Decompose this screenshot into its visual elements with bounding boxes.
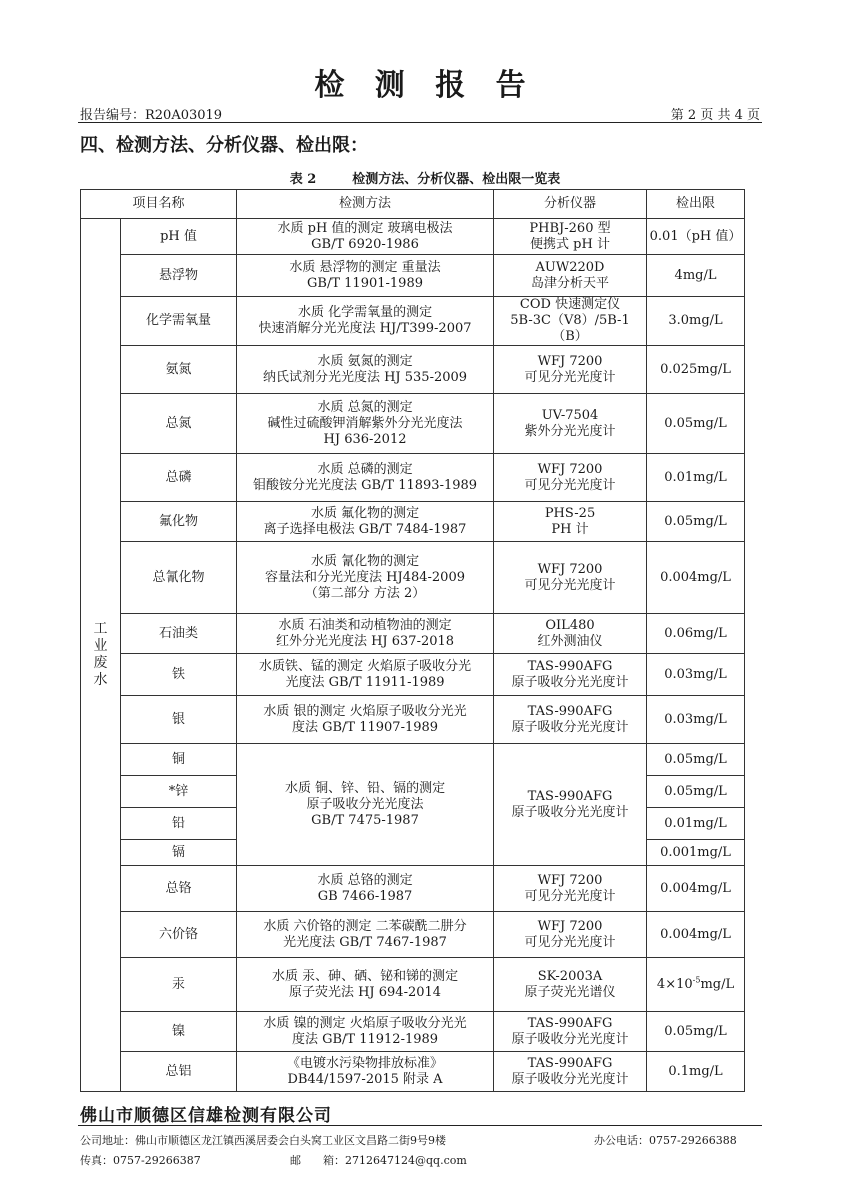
method-cell-line: GB/T 7475-1987 — [311, 812, 419, 828]
instrument-cell-line: 可见分光光度计 — [524, 888, 616, 904]
limit-cell: 0.01mg/L — [647, 454, 745, 502]
instrument-cell — [494, 394, 647, 454]
table-row — [81, 696, 745, 744]
table-row — [81, 394, 745, 454]
method-cell — [237, 502, 494, 542]
item-name: pH 值 — [121, 219, 237, 255]
limit-exponent: -5 — [692, 975, 701, 985]
limit-cell: 0.1mg/L — [647, 1052, 745, 1092]
report-meta — [80, 104, 760, 122]
limit-cell: 0.004mg/L — [647, 542, 745, 614]
instrument-cell-line: 原子吸收分光光度计 — [511, 804, 629, 820]
limit-cell: 0.03mg/L — [647, 654, 745, 696]
instrument-cell-line: WFJ 7200 — [537, 872, 603, 888]
table-caption — [0, 168, 850, 187]
method-cell-line: DB44/1597-2015 附录 A — [287, 1071, 443, 1087]
limit-cell: 0.001mg/L — [647, 840, 745, 866]
category-char: 水 — [93, 672, 108, 688]
method-cell-line: 光度法 GB/T 11911-1989 — [285, 674, 445, 690]
method-cell-line: 水质 铜、锌、铅、镉的测定 — [284, 780, 446, 796]
header-divider — [78, 122, 762, 123]
table-number: 表 2 — [289, 172, 317, 187]
method-cell — [237, 542, 494, 614]
method-cell-line: 钼酸铵分光光度法 GB/T 11893-1989 — [252, 477, 478, 493]
instrument-cell-line: TAS-990AFG — [527, 1015, 613, 1031]
item-name: 镍 — [121, 1012, 237, 1052]
instrument-cell-line: WFJ 7200 — [537, 561, 603, 577]
category-char: 废 — [93, 655, 108, 671]
page-indicator: 第 2 页 共 4 页 — [670, 108, 760, 123]
item-name: 汞 — [121, 958, 237, 1012]
method-cell — [237, 297, 494, 346]
instrument-cell-line: 原子荧光光谱仪 — [524, 984, 616, 1000]
method-cell-line: 原子荧光法 HJ 694-2014 — [288, 984, 442, 1000]
limit-cell: 0.06mg/L — [647, 614, 745, 654]
category-cell — [81, 219, 121, 1092]
table-row — [81, 346, 745, 394]
instrument-cell-line: UV-7504 — [541, 407, 599, 423]
method-cell — [237, 958, 494, 1012]
method-cell-line: 度法 GB/T 11912-1989 — [291, 1031, 439, 1047]
method-cell-line: 水质 氨氮的测定 — [317, 353, 413, 369]
method-cell-line: 水质铁、锰的测定 火焰原子吸收分光 — [258, 658, 472, 674]
category-char: 工 — [93, 621, 108, 637]
method-cell-line: 离子选择电极法 GB/T 7484-1987 — [263, 521, 467, 537]
category-char: 业 — [93, 638, 108, 654]
method-cell — [237, 255, 494, 297]
instrument-cell — [494, 454, 647, 502]
item-name: *锌 — [121, 776, 237, 808]
instrument-cell — [494, 958, 647, 1012]
item-name: 总磷 — [121, 454, 237, 502]
instrument-cell-line: 可见分光光度计 — [524, 477, 616, 493]
instrument-cell — [494, 654, 647, 696]
instrument-cell — [494, 346, 647, 394]
instrument-cell-line: TAS-990AFG — [527, 1055, 613, 1071]
method-cell — [237, 696, 494, 744]
report-title: 检 测 报 告 — [314, 68, 536, 103]
instrument-cell — [494, 255, 647, 297]
method-cell-line: GB/T 6920-1986 — [311, 236, 419, 252]
item-name: 六价铬 — [121, 912, 237, 958]
limit-cell: 0.025mg/L — [647, 346, 745, 394]
method-cell-line: 碱性过硫酸钾消解紫外分光光度法 — [267, 415, 463, 431]
instrument-cell-line: 可见分光光度计 — [524, 577, 616, 593]
table-row — [81, 542, 745, 614]
item-name: 氟化物 — [121, 502, 237, 542]
method-cell-line: 原子吸收分光光度法 — [306, 796, 424, 812]
method-cell-line: 《电镀水污染物排放标准》 — [287, 1055, 444, 1071]
item-name: 铅 — [121, 808, 237, 840]
limit-base: 4×10 — [656, 976, 693, 992]
header-item-name: 项目名称 — [81, 190, 237, 219]
table-row — [81, 219, 745, 255]
company-name: 佛山市顺德区信雄检测有限公司 — [80, 1106, 332, 1126]
instrument-cell-line: PHBJ-260 型 — [529, 220, 611, 236]
method-cell-line: HJ 636-2012 — [323, 431, 407, 447]
header-limit: 检出限 — [647, 190, 745, 219]
limit-unit: mg/L — [700, 976, 735, 992]
instrument-cell-line: PHS-25 — [544, 505, 596, 521]
instrument-cell — [494, 866, 647, 912]
method-cell-line: 水质 化学需氧量的测定 — [297, 305, 433, 320]
instrument-cell-line: 可见分光光度计 — [524, 369, 616, 385]
limit-cell: 0.05mg/L — [647, 394, 745, 454]
email-address: 邮 箱：2712647124@qq.com — [290, 1154, 467, 1167]
method-cell — [237, 346, 494, 394]
instrument-cell-line: AUW220D — [535, 259, 605, 275]
method-cell-line: 容量法和分光光度法 HJ484-2009 — [265, 569, 465, 585]
method-cell-line: 水质 总氮的测定 — [317, 399, 413, 415]
method-cell — [237, 454, 494, 502]
instrument-cell-line: 原子吸收分光光度计 — [511, 674, 629, 690]
method-cell — [237, 614, 494, 654]
item-name: 氨氮 — [121, 346, 237, 394]
item-name: 总铝 — [121, 1052, 237, 1092]
table-row — [81, 958, 745, 1012]
table-row — [81, 866, 745, 912]
table-row — [81, 1012, 745, 1052]
instrument-cell-line: 原子吸收分光光度计 — [511, 719, 629, 735]
method-cell-line: 度法 GB/T 11907-1989 — [291, 719, 439, 735]
instrument-cell-line: TAS-990AFG — [527, 703, 613, 719]
method-cell-line: 水质 汞、砷、硒、铋和锑的测定 — [271, 968, 459, 984]
instrument-cell — [494, 1012, 647, 1052]
header-instrument: 分析仪器 — [494, 190, 647, 219]
item-name: 石油类 — [121, 614, 237, 654]
method-cell — [237, 654, 494, 696]
method-cell — [237, 219, 494, 255]
item-name: 化学需氧量 — [121, 297, 237, 346]
method-cell-line: 水质 pH 值的测定 玻璃电极法 — [277, 220, 453, 236]
table-row — [81, 255, 745, 297]
method-cell-line: 水质 银的测定 火焰原子吸收分光光 — [263, 703, 467, 719]
method-cell — [237, 1052, 494, 1092]
limit-cell: 0.05mg/L — [647, 502, 745, 542]
method-cell-line: GB/T 11901-1989 — [307, 275, 423, 291]
table-row — [81, 912, 745, 958]
table-row — [81, 744, 745, 776]
method-cell-line: 水质 总磷的测定 — [317, 461, 413, 477]
instrument-cell-line: TAS-990AFG — [527, 788, 613, 804]
table-row — [81, 654, 745, 696]
instrument-cell — [494, 219, 647, 255]
method-cell — [237, 394, 494, 454]
instrument-cell-line: 可见分光光度计 — [524, 934, 616, 950]
table-row — [81, 1052, 745, 1092]
table-row — [81, 614, 745, 654]
instrument-cell — [494, 912, 647, 958]
limit-cell: 0.05mg/L — [647, 744, 745, 776]
instrument-cell — [494, 542, 647, 614]
table-row — [81, 502, 745, 542]
limit-cell: 0.05mg/L — [647, 1012, 745, 1052]
instrument-cell — [494, 744, 647, 866]
instrument-cell-line: SK-2003A — [537, 968, 603, 984]
limit-cell: 3.0mg/L — [647, 297, 745, 346]
method-cell — [237, 744, 494, 866]
company-address: 公司地址：佛山市顺德区龙江镇西溪居委会白头窝工业区文昌路二街9号9楼 — [80, 1134, 446, 1147]
limit-cell: 0.01（pH 值） — [647, 219, 745, 255]
method-cell-line: 水质 氟化物的测定 — [310, 505, 420, 521]
instrument-cell — [494, 297, 647, 346]
table-row — [81, 297, 745, 346]
header-method: 检测方法 — [237, 190, 494, 219]
table-header-row — [81, 190, 745, 219]
item-name: 铜 — [121, 744, 237, 776]
instrument-cell-line: WFJ 7200 — [537, 461, 603, 477]
instrument-cell-line: WFJ 7200 — [537, 918, 603, 934]
method-cell-line: 红外分光光度法 HJ 637-2018 — [275, 633, 455, 649]
office-phone: 办公电话：0757-29266388 — [594, 1134, 737, 1147]
method-cell-line: 光光度法 GB/T 7467-1987 — [283, 934, 447, 950]
item-name: 银 — [121, 696, 237, 744]
method-cell-line: （第二部分 方法 2） — [304, 585, 426, 601]
limit-cell: 0.05mg/L — [647, 776, 745, 808]
section-title: 四、检测方法、分析仪器、检出限： — [80, 135, 368, 156]
methods-table — [80, 189, 745, 1092]
method-cell-line: 水质 氰化物的测定 — [310, 553, 420, 569]
limit-cell: 0.01mg/L — [647, 808, 745, 840]
method-cell-line: 水质 镍的测定 火焰原子吸收分光光 — [263, 1015, 467, 1031]
instrument-cell-line: 5B-3C（V8）/5B-1（B） — [510, 313, 630, 344]
item-name: 镉 — [121, 840, 237, 866]
instrument-cell — [494, 1052, 647, 1092]
instrument-cell-line: 便携式 pH 计 — [530, 236, 610, 252]
limit-cell: 0.004mg/L — [647, 912, 745, 958]
method-cell-line: 水质 总铬的测定 — [317, 872, 413, 888]
method-cell-line: 水质 石油类和动植物油的测定 — [278, 617, 452, 633]
item-name: 铁 — [121, 654, 237, 696]
method-cell-line: 水质 悬浮物的测定 重量法 — [289, 259, 441, 275]
item-name: 悬浮物 — [121, 255, 237, 297]
limit-cell: 0.004mg/L — [647, 866, 745, 912]
instrument-cell-line: 原子吸收分光光度计 — [511, 1031, 629, 1047]
method-cell-line: GB 7466-1987 — [317, 888, 413, 904]
limit-cell — [647, 958, 745, 1012]
instrument-cell — [494, 696, 647, 744]
report-number: 报告编号：R20A03019 — [80, 108, 223, 123]
item-name: 总铬 — [121, 866, 237, 912]
instrument-cell-line: COD 快速测定仪 — [519, 297, 621, 312]
footer-divider — [78, 1125, 762, 1126]
instrument-cell-line: TAS-990AFG — [527, 658, 613, 674]
method-cell-line: 快速消解分光光度法 HJ/T399-2007 — [258, 321, 472, 336]
instrument-cell-line: 紫外分光光度计 — [524, 423, 616, 439]
instrument-cell-line: 红外测油仪 — [537, 633, 603, 649]
instrument-cell-line: 岛津分析天平 — [531, 275, 610, 291]
limit-cell: 0.03mg/L — [647, 696, 745, 744]
method-cell — [237, 912, 494, 958]
instrument-cell-line: WFJ 7200 — [537, 353, 603, 369]
fax-number: 传真：0757-29266387 — [80, 1154, 201, 1167]
method-cell — [237, 1012, 494, 1052]
instrument-cell-line: OIL480 — [545, 617, 595, 633]
table-row — [81, 454, 745, 502]
method-cell-line: 纳氏试剂分光光度法 HJ 535-2009 — [262, 369, 468, 385]
method-cell-line: 水质 六价铬的测定 二苯碳酰二肼分 — [263, 918, 467, 934]
method-cell — [237, 866, 494, 912]
item-name: 总氮 — [121, 394, 237, 454]
instrument-cell-line: PH 计 — [551, 521, 589, 537]
item-name: 总氰化物 — [121, 542, 237, 614]
instrument-cell — [494, 502, 647, 542]
limit-cell: 4mg/L — [647, 255, 745, 297]
instrument-cell — [494, 614, 647, 654]
instrument-cell-line: 原子吸收分光光度计 — [511, 1071, 629, 1087]
table-caption-text: 检测方法、分析仪器、检出限一览表 — [352, 172, 561, 187]
